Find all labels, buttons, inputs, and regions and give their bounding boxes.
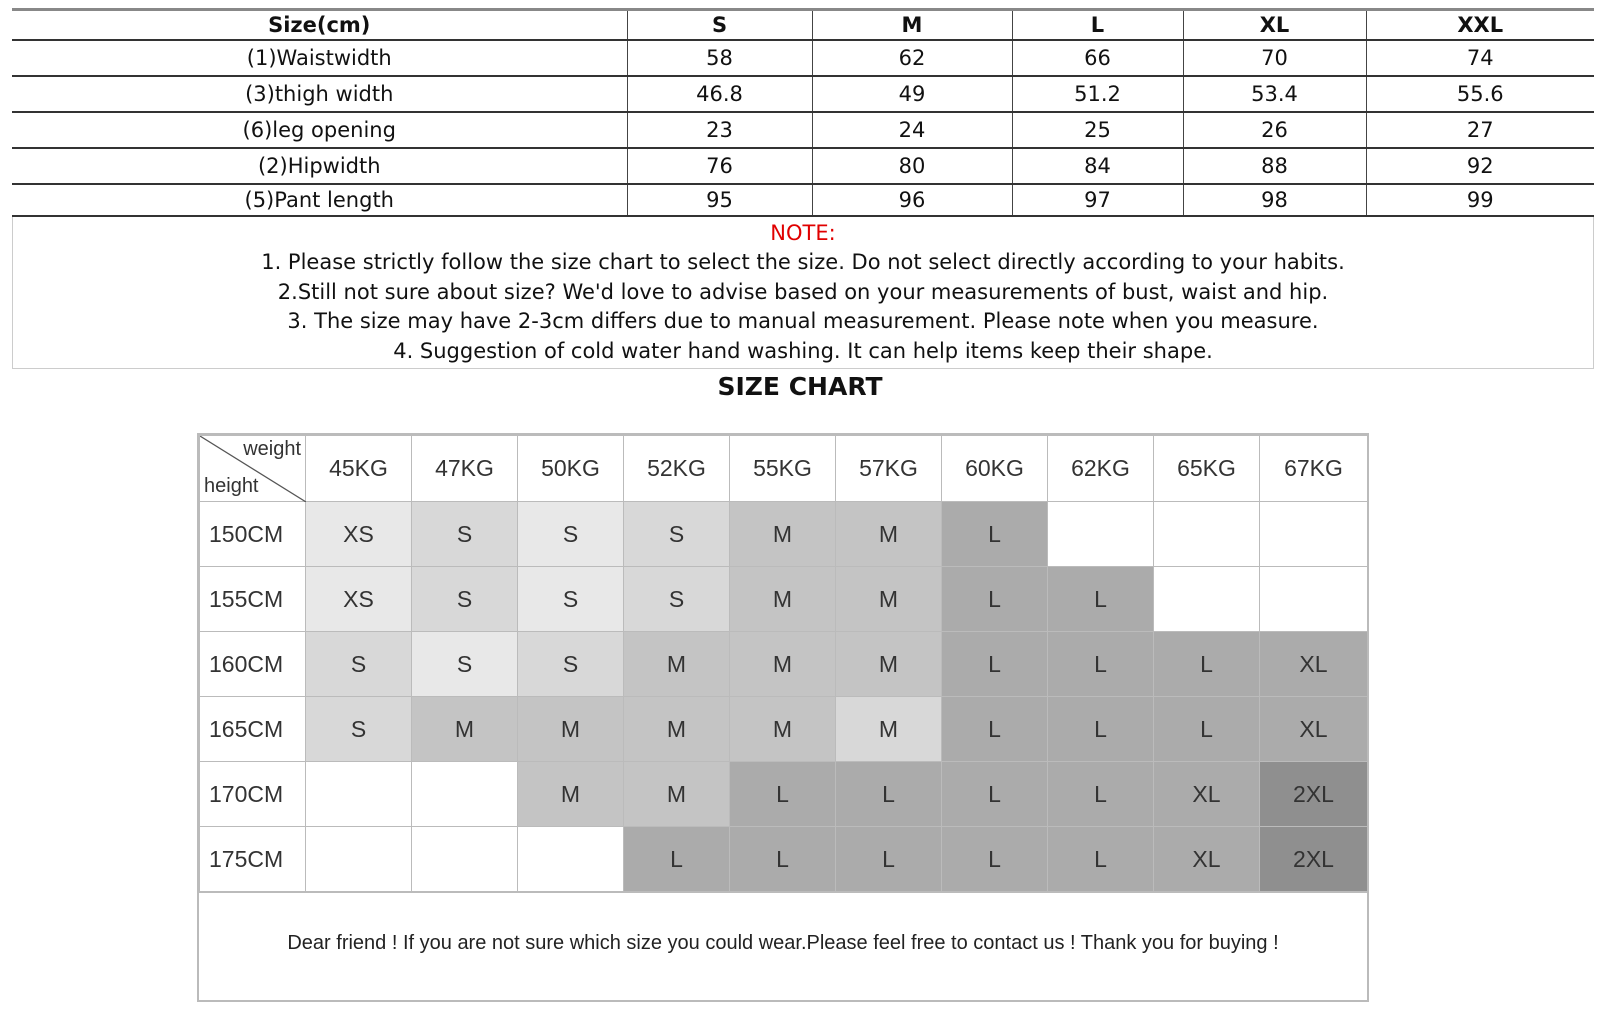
height-label-cell: 160CM [200,632,306,697]
measurement-value: 58 [627,40,812,76]
size-cell: L [1048,762,1154,827]
height-row [200,827,1368,892]
size-cell: S [624,502,730,567]
note-line-4: 4. Suggestion of cold water hand washing. It can help items keep their shape. [393,338,1213,363]
size-cell [306,827,412,892]
height-label-cell: 165CM [200,697,306,762]
size-cell: S [518,567,624,632]
size-cell: M [836,567,942,632]
weight-header-cell: 50KG [518,436,624,502]
size-cell [412,762,518,827]
weight-header-cell: 57KG [836,436,942,502]
measurement-value: 96 [812,184,1012,216]
measurement-value: 53.4 [1183,76,1366,112]
size-cell: S [624,567,730,632]
measurement-row [12,40,1594,76]
measurement-table [12,8,1594,217]
size-cell: S [518,502,624,567]
size-cell: L [942,697,1048,762]
size-cell [306,762,412,827]
size-cell [1260,567,1368,632]
measurement-value: 55.6 [1366,76,1594,112]
measurement-row [12,76,1594,112]
size-cell: L [730,827,836,892]
note-line-3: 3. The size may have 2-3cm differs due to manual measurement. Please note when you measure. [287,309,1319,333]
measurement-row [12,148,1594,184]
measurement-value: 25 [1012,112,1183,148]
corner-weight-label: weight [243,438,301,460]
size-cell: M [518,697,624,762]
size-cell: S [412,567,518,632]
size-cell: L [730,762,836,827]
size-cell: L [1048,827,1154,892]
size-cell: M [624,632,730,697]
note-title: NOTE: [770,220,836,245]
height-row [200,632,1368,697]
weight-header-cell: 45KG [306,436,412,502]
size-chart-grid [199,435,1368,892]
measurement-value: 70 [1183,40,1366,76]
measurement-value: 49 [812,76,1012,112]
size-cell [1154,567,1260,632]
size-cell: L [1154,632,1260,697]
size-cell: M [730,502,836,567]
height-label-cell: 170CM [200,762,306,827]
measurement-value: 66 [1012,40,1183,76]
size-cell: M [730,632,836,697]
size-cell [518,827,624,892]
size-cell: XS [306,502,412,567]
measurement-value: 99 [1366,184,1594,216]
size-cell: L [942,567,1048,632]
size-cell: M [836,632,942,697]
measurement-value: 97 [1012,184,1183,216]
weight-header-cell: 52KG [624,436,730,502]
header-cell-xxl: XXL [1366,10,1594,40]
measurement-label: (5)Pant length [244,187,394,212]
height-row [200,762,1368,827]
size-cell: S [412,632,518,697]
measurement-value: 74 [1366,40,1594,76]
height-label-cell: 175CM [200,827,306,892]
size-cell: M [730,567,836,632]
size-cell: L [942,827,1048,892]
size-cell: 2XL [1260,827,1368,892]
size-cell: S [518,632,624,697]
size-cell: L [1048,632,1154,697]
corner-height-label: height [204,475,259,497]
size-cell: S [412,502,518,567]
size-cell [1154,502,1260,567]
measurement-label: (2)Hipwidth [257,153,381,178]
size-cell: L [836,827,942,892]
measurement-value: 26 [1183,112,1366,148]
size-cell: L [1154,697,1260,762]
measurement-value: 92 [1366,148,1594,184]
measurement-value: 27 [1366,112,1594,148]
height-label-cell: 155CM [200,567,306,632]
size-chart-title: SIZE CHART [717,372,883,401]
measurement-row [12,184,1594,216]
size-cell: M [730,697,836,762]
size-cell: XS [306,567,412,632]
weight-header-cell: 55KG [730,436,836,502]
size-cell: 2XL [1260,762,1368,827]
size-chart [197,433,1369,1002]
size-cell: L [942,762,1048,827]
size-cell [412,827,518,892]
measurement-header-row [12,10,1594,40]
measurement-value: 46.8 [627,76,812,112]
measurement-value: 84 [1012,148,1183,184]
size-cell: M [836,697,942,762]
measurement-value: 80 [812,148,1012,184]
measurement-value: 62 [812,40,1012,76]
measurement-value: 88 [1183,148,1366,184]
weight-header-cell: 67KG [1260,436,1368,502]
size-cell: L [1048,697,1154,762]
size-cell [1048,502,1154,567]
size-cell: M [836,502,942,567]
size-cell: L [624,827,730,892]
notes-block [12,217,1594,369]
size-cell: L [1048,567,1154,632]
size-cell [1260,502,1368,567]
weight-header-cell: 65KG [1154,436,1260,502]
header-cell-label: Size(cm) [268,12,371,37]
size-cell: XL [1260,697,1368,762]
note-line-2: 2.Still not sure about size? We'd love to advise based on your measurements of bust, waist and hip. [277,279,1329,304]
measurement-value: 95 [627,184,812,216]
measurement-label: (6)leg opening [242,117,396,142]
size-cell: L [942,502,1048,567]
header-cell-s: S [627,10,812,40]
header-cell-xl: XL [1183,10,1366,40]
header-cell-l: L [1012,10,1183,40]
size-cell: M [624,762,730,827]
size-cell: M [624,697,730,762]
measurement-value: 23 [627,112,812,148]
corner-header-cell [200,436,306,502]
size-cell: S [306,697,412,762]
note-line-1: 1. Please strictly follow the size chart to select the size. Do not select directly according to your habits. [261,250,1345,274]
measurement-label: (3)thigh width [245,81,394,106]
measurement-section [12,8,1594,369]
weight-header-cell: 62KG [1048,436,1154,502]
size-cell: L [836,762,942,827]
height-row [200,502,1368,567]
size-cell: L [942,632,1048,697]
measurement-value: 51.2 [1012,76,1183,112]
measurement-label: (1)Waistwidth [246,45,392,70]
measurement-value: 76 [627,148,812,184]
size-cell: M [518,762,624,827]
height-row [200,697,1368,762]
size-cell: S [306,632,412,697]
weight-header-row [200,436,1368,502]
weight-header-cell: 60KG [942,436,1048,502]
height-label-cell: 150CM [200,502,306,567]
measurement-row [12,112,1594,148]
height-row [200,567,1368,632]
measurement-value: 98 [1183,184,1366,216]
measurement-value: 24 [812,112,1012,148]
size-cell: M [412,697,518,762]
size-cell: XL [1154,827,1260,892]
size-cell: XL [1260,632,1368,697]
header-cell-m: M [812,10,1012,40]
footer-message: Dear friend ! If you are not sure which size you could wear.Please feel free to contact us ! Thank you for buying ! [199,892,1367,994]
weight-header-cell: 47KG [412,436,518,502]
size-cell: XL [1154,762,1260,827]
